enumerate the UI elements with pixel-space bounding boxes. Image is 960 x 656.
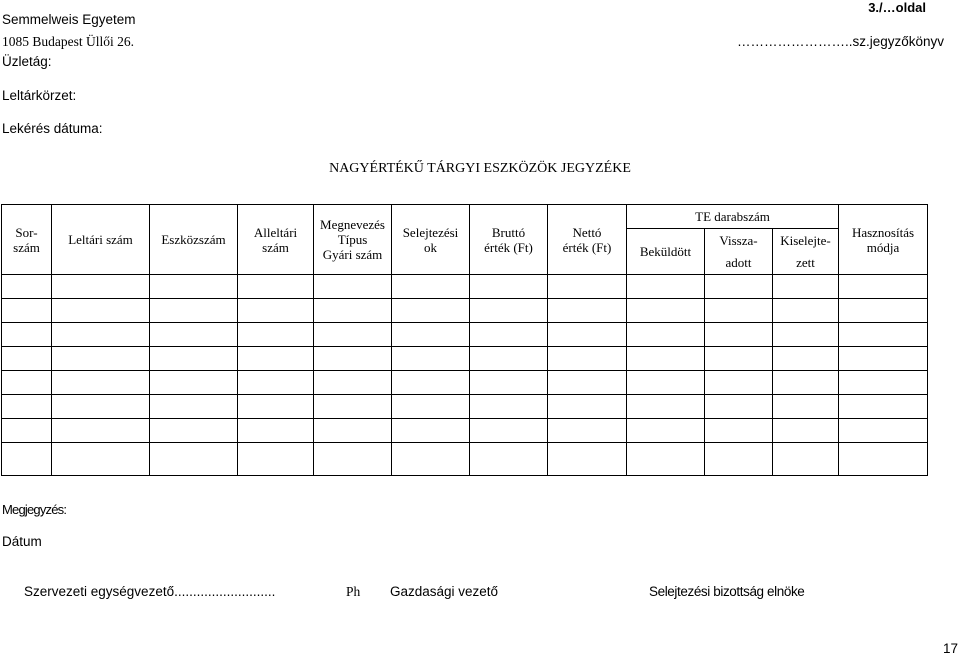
col-visszaadott-line2: adott — [725, 254, 752, 270]
table-cell — [627, 395, 705, 419]
table-cell — [150, 419, 238, 443]
inventory-table — [1, 204, 928, 476]
table-cell — [150, 299, 238, 323]
notes-label: Megjegyzés: — [2, 502, 67, 517]
table-cell — [548, 347, 627, 371]
table-cell — [773, 347, 839, 371]
col-alleltari-line2: szám — [262, 239, 289, 255]
table-cell — [705, 371, 773, 395]
table-cell — [839, 443, 928, 476]
table-row — [2, 299, 928, 323]
table-cell — [150, 443, 238, 476]
table-cell — [150, 323, 238, 347]
table-cell — [238, 347, 314, 371]
table-cell — [705, 347, 773, 371]
table-cell — [773, 275, 839, 299]
table-cell — [773, 323, 839, 347]
col-kiselejtezett-line1: Kiselejte- — [780, 232, 831, 248]
table-cell — [238, 323, 314, 347]
table-cell — [314, 275, 392, 299]
table-cell — [627, 419, 705, 443]
col-megnevezes-line1: Megnevezés — [320, 217, 385, 232]
col-sorszam-line2: szám — [13, 239, 40, 255]
table-body — [2, 275, 928, 476]
col-alleltari-line1: Alleltári — [253, 224, 298, 240]
table-header — [2, 205, 928, 275]
col-kiselejtezett-header — [773, 229, 839, 275]
table-cell — [238, 371, 314, 395]
table-cell — [314, 347, 392, 371]
col-visszaadott-header — [705, 229, 773, 275]
table-cell — [627, 323, 705, 347]
document-title: NAGYÉRTÉKŰ TÁRGYI ESZKÖZÖK JEGYZÉKE — [329, 161, 631, 176]
table-cell — [314, 371, 392, 395]
table-cell — [2, 419, 52, 443]
col-sorszam-header — [2, 205, 52, 275]
page-number: 17 — [942, 641, 958, 656]
table-cell — [52, 395, 150, 419]
table-cell — [470, 395, 548, 419]
table-cell — [839, 299, 928, 323]
table-cell — [392, 347, 470, 371]
date-label: Dátum — [2, 534, 42, 549]
table-cell — [470, 275, 548, 299]
table-cell — [2, 275, 52, 299]
table-cell — [2, 323, 52, 347]
table-cell — [52, 323, 150, 347]
table-cell — [773, 299, 839, 323]
col-brutto-line1: Bruttó — [491, 224, 526, 240]
table-cell — [773, 419, 839, 443]
table-cell — [150, 371, 238, 395]
table-cell — [627, 347, 705, 371]
table-cell — [150, 347, 238, 371]
institution-name: Semmelweis Egyetem — [2, 12, 136, 27]
col-kiselejtezett-line2: zett — [796, 254, 815, 270]
table-cell — [548, 419, 627, 443]
table-cell — [2, 371, 52, 395]
table-cell — [548, 395, 627, 419]
table-row — [2, 323, 928, 347]
table-cell — [705, 275, 773, 299]
col-selejtezesi-line1: Selejtezési — [402, 224, 459, 240]
table-cell — [627, 371, 705, 395]
table-cell — [392, 323, 470, 347]
col-brutto-header — [470, 205, 548, 275]
table-cell — [2, 443, 52, 476]
col-megnevezes-header — [314, 205, 392, 275]
table-cell — [238, 299, 314, 323]
col-netto-line2: érték (Ft) — [562, 239, 612, 255]
table-cell — [392, 275, 470, 299]
signature-ph: Ph — [346, 584, 361, 599]
table-cell — [238, 419, 314, 443]
table-cell — [470, 371, 548, 395]
table-cell — [52, 419, 150, 443]
table-cell — [392, 443, 470, 476]
table-cell — [839, 275, 928, 299]
table-cell — [52, 371, 150, 395]
table-cell — [839, 395, 928, 419]
request-date-label: Lekérés dátuma: — [2, 121, 103, 136]
table-cell — [839, 347, 928, 371]
signature-unit-leader: Szervezeti egységvezető........................... — [24, 584, 276, 599]
table-cell — [773, 371, 839, 395]
table-cell — [52, 275, 150, 299]
table-cell — [2, 347, 52, 371]
col-sorszam-line1: Sor- — [15, 224, 38, 240]
table-cell — [705, 443, 773, 476]
table-row — [2, 443, 928, 476]
table-cell — [627, 275, 705, 299]
table-cell — [314, 395, 392, 419]
table-cell — [314, 443, 392, 476]
table-cell — [548, 323, 627, 347]
table-row — [2, 275, 928, 299]
table-cell — [773, 395, 839, 419]
table-cell — [470, 323, 548, 347]
table-cell — [150, 275, 238, 299]
col-leltari-szam-header: Leltári szám — [52, 205, 150, 275]
table-row — [2, 347, 928, 371]
page-reference: 3./…oldal — [868, 0, 926, 15]
col-eszkozszam-header: Eszközszám — [150, 205, 238, 275]
table-cell — [392, 395, 470, 419]
col-megnevezes-line3: Gyári szám — [322, 247, 383, 262]
table-cell — [773, 443, 839, 476]
table-cell — [705, 323, 773, 347]
col-te-darabszam-header: TE darabszám — [627, 205, 839, 229]
table-cell — [150, 395, 238, 419]
institution-address: 1085 Budapest Üllői 26. — [2, 34, 134, 49]
table-cell — [705, 395, 773, 419]
signature-committee-chair: Selejtezési bizottság elnöke — [649, 584, 805, 599]
table-cell — [2, 299, 52, 323]
table-cell — [839, 371, 928, 395]
signature-finance-leader: Gazdasági vezető — [390, 584, 499, 599]
col-alleltari-szam-header — [238, 205, 314, 275]
table-cell — [839, 323, 928, 347]
protocol-reference: ……………………..sz.jegyzőkönyv — [736, 34, 944, 49]
col-netto-line1: Nettó — [572, 224, 602, 240]
table-cell — [548, 371, 627, 395]
col-hasznositas-header — [839, 205, 928, 275]
col-selejtezesi-ok-header — [392, 205, 470, 275]
table-cell — [52, 299, 150, 323]
table-cell — [2, 395, 52, 419]
table-cell — [548, 299, 627, 323]
table-cell — [392, 299, 470, 323]
table-cell — [627, 443, 705, 476]
table-cell — [238, 275, 314, 299]
table-cell — [238, 395, 314, 419]
table-cell — [470, 443, 548, 476]
table-cell — [705, 419, 773, 443]
table-cell — [548, 275, 627, 299]
inventory-area-label: Leltárkörzet: — [2, 88, 77, 103]
table-cell — [470, 347, 548, 371]
table-cell — [548, 443, 627, 476]
col-visszaadott-line1: Vissza- — [719, 232, 758, 248]
col-netto-header — [548, 205, 627, 275]
header-row — [2, 205, 928, 229]
table-cell — [470, 419, 548, 443]
table-cell — [314, 419, 392, 443]
table-cell — [839, 419, 928, 443]
unit-label: Üzletág: — [2, 54, 52, 69]
table-row — [2, 395, 928, 419]
table-cell — [392, 371, 470, 395]
col-hasznositas-line1: Hasznosítás — [851, 224, 915, 240]
table-cell — [470, 299, 548, 323]
table-cell — [52, 347, 150, 371]
table-cell — [238, 443, 314, 476]
col-selejtezesi-line2: ok — [424, 239, 437, 255]
table-row — [2, 419, 928, 443]
table-row — [2, 371, 928, 395]
table-cell — [314, 323, 392, 347]
table-cell — [52, 443, 150, 476]
col-brutto-line2: érték (Ft) — [484, 239, 533, 255]
table-cell — [314, 299, 392, 323]
table-cell — [705, 299, 773, 323]
col-megnevezes-line2: Típus — [337, 232, 368, 247]
table-cell — [627, 299, 705, 323]
col-bekuldott-header: Beküldött — [627, 229, 705, 275]
col-hasznositas-line2: módja — [866, 239, 900, 255]
table-cell — [392, 419, 470, 443]
